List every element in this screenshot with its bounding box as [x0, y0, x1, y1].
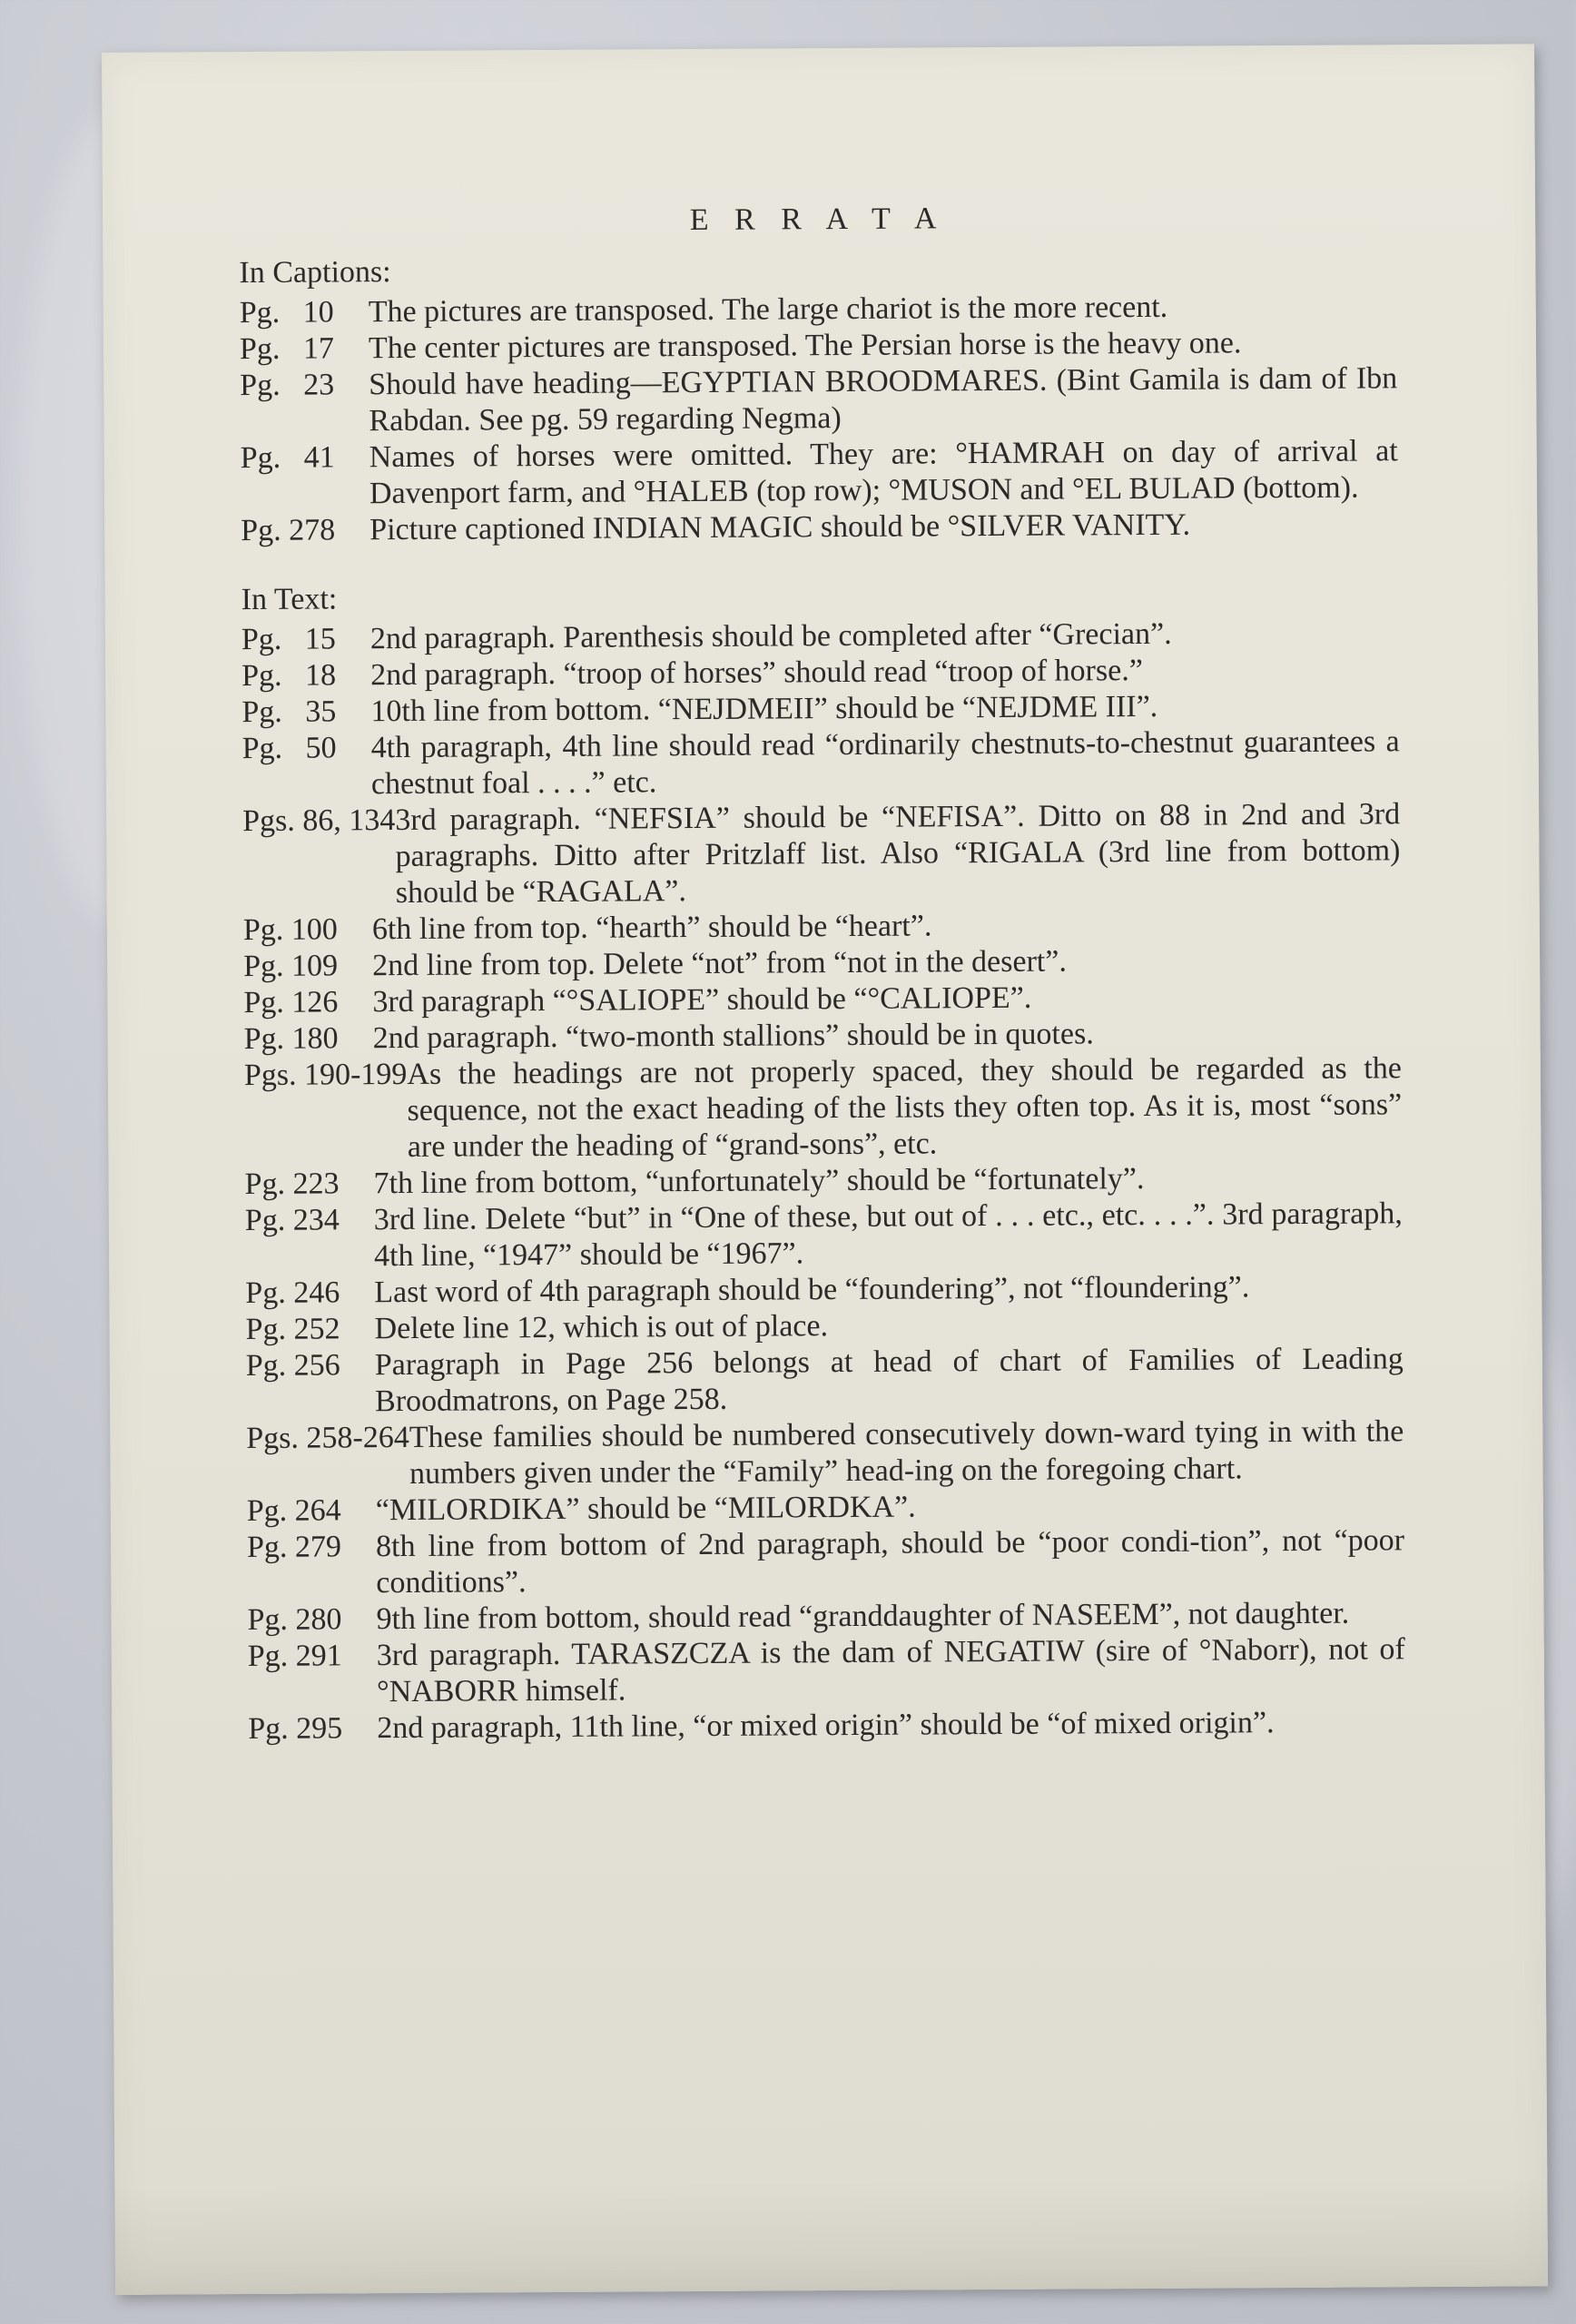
- entry-page: Pg. 41: [240, 440, 335, 476]
- entry-text: Last word of 4th paragraph should be “foundering”, not “floundering”.: [374, 1270, 1250, 1310]
- entry-page: Pg. 126: [243, 985, 339, 1020]
- entry-page: Pg. 280: [247, 1602, 342, 1638]
- entry-text: 10th line from bottom. “NEJDMEII” should be “NEJDME III”.: [370, 689, 1158, 729]
- errata-entry: [248, 1631, 1405, 1711]
- errata-entry: [246, 1341, 1404, 1421]
- entry-page: Pgs. 258-264: [246, 1420, 409, 1456]
- entry-page: Pg. 50: [241, 731, 337, 766]
- errata-entry: [245, 1196, 1403, 1275]
- entry-text: 3rd paragraph “°SALIOPE” should be “°CALIOPE”.: [372, 980, 1032, 1019]
- errata-content: [239, 199, 1405, 1748]
- entry-text: As the headings are not properly spaced, they should be regarded as the sequence, not the exact heading of the lists they often top. As it is, most “sons” are under the heading of “grand-sons”, etc.: [407, 1051, 1403, 1164]
- entry-page: Pg. 17: [239, 331, 335, 367]
- entry-text: “MILORDIKA” should be “MILORDKA”.: [375, 1490, 916, 1528]
- entry-text: 2nd line from top. Delete “not” from “not in the desert”.: [372, 944, 1068, 983]
- entry-text: 8th line from bottom of 2nd paragraph, should be “poor condi-tion”, not “poor conditions”.: [375, 1523, 1405, 1600]
- errata-entry: [242, 796, 1401, 912]
- entry-text: Picture captioned INDIAN MAGIC should be °SILVER VANITY.: [369, 507, 1191, 547]
- errata-entry: [247, 1522, 1404, 1602]
- entry-page: Pgs. 86, 134: [242, 803, 396, 839]
- entry-text: 7th line from bottom, “unfortunately” should be “fortunately”.: [373, 1162, 1145, 1201]
- entry-page: Pg. 100: [242, 912, 338, 948]
- entry-page: Pg. 295: [248, 1711, 343, 1747]
- entry-text: Should have heading—EGYPTIAN BROODMARES. (Bint Gamila is dam of Ibn Rabdan. See pg. 59 regarding Negma): [369, 361, 1398, 438]
- entry-text: 9th line from bottom, should read “granddaughter of NASEEM”, not daughter.: [376, 1596, 1350, 1637]
- entry-page: Pg. 15: [241, 622, 336, 657]
- entry-text: Delete line 12, which is out of place.: [374, 1309, 829, 1346]
- entry-text: 2nd paragraph. “two-month stallions” should be in quotes.: [372, 1017, 1094, 1056]
- entry-page: Pg. 109: [243, 949, 339, 984]
- errata-title: E R R A T A: [689, 202, 946, 238]
- errata-entry: [240, 360, 1397, 440]
- entry-page: Pg. 252: [245, 1312, 340, 1347]
- section-in-captions: [239, 248, 1398, 549]
- entry-page: Pg. 35: [241, 694, 337, 730]
- errata-entry: [241, 506, 1398, 549]
- entry-text: 4th paragraph, 4th line should read “ordinarily chestnuts-to-chestnut guarantees a chestnut foal . . . .” etc.: [370, 724, 1400, 802]
- entry-page: Pg. 234: [244, 1203, 340, 1238]
- section-in-text: [241, 575, 1406, 1748]
- sheet-bottom-curl: [114, 2177, 1548, 2295]
- errata-entry: [246, 1413, 1404, 1493]
- errata-entry: [242, 724, 1400, 803]
- errata-entry: [241, 433, 1398, 513]
- entry-page: Pg. 10: [239, 295, 334, 330]
- entry-page: Pg. 279: [246, 1530, 342, 1565]
- entry-text: These families should be numbered consecutively down-ward tying in with the numbers given under the “Family” head-ing on the foregoing chart.: [409, 1414, 1404, 1491]
- entry-page: Pg. 256: [245, 1348, 340, 1384]
- entry-page: Pg. 278: [241, 513, 336, 548]
- entry-text: Paragraph in Page 256 belongs at head of chart of Families of Leading Broodmatrons, on Page 258.: [374, 1342, 1404, 1419]
- entry-page: Pg. 246: [245, 1275, 340, 1311]
- errata-entry: [244, 1050, 1403, 1167]
- entry-page: Pgs. 190-199: [243, 1057, 408, 1093]
- entry-page: Pg. 291: [247, 1639, 342, 1674]
- section-heading: In Text:: [241, 582, 338, 617]
- entry-text: 2nd paragraph, 11th line, “or mixed origin” should be “of mixed origin”.: [377, 1706, 1275, 1746]
- entry-text: 3rd paragraph. TARASZCZA is the dam of NEGATIW (sire of °Naborr), not of °NABORR himself.: [376, 1632, 1405, 1709]
- entry-text: 6th line from top. “hearth” should be “heart”.: [371, 909, 932, 947]
- entry-text: 2nd paragraph. Parenthesis should be completed after “Grecian”.: [369, 616, 1172, 656]
- entry-page: Pg. 18: [241, 658, 337, 694]
- entry-text: 3rd line. Delete “but” in “One of these, but out of . . . etc., etc. . . .”. 3rd paragraph, 4th line, “1947” should be “1967”.: [373, 1196, 1403, 1274]
- entry-page: Pg. 180: [243, 1021, 339, 1057]
- section-heading: In Captions:: [239, 255, 391, 290]
- entry-page: Pg. 223: [244, 1167, 340, 1202]
- entry-text: 2nd paragraph. “troop of horses” should read “troop of horse.”: [370, 654, 1143, 693]
- entry-text: The pictures are transposed. The large chariot is the more recent.: [368, 290, 1168, 330]
- entry-page: Pg. 23: [240, 368, 335, 403]
- entry-page: Pg. 264: [246, 1493, 341, 1529]
- errata-entry: [248, 1704, 1405, 1748]
- entry-text: 3rd paragraph. “NEFSIA” should be “NEFISA”. Ditto on 88 in 2nd and 3rd paragraphs. Ditto after Pritzlaff list. Also “RIGALA (3rd line from bottom) should be “RAGALA”.: [395, 797, 1401, 911]
- entry-text: The center pictures are transposed. The Persian horse is the heavy one.: [368, 326, 1242, 366]
- entry-text: Names of horses were omitted. They are: °HAMRAH on day of arrival at Davenport farm, and °HALEB (top row); °MUSON and °EL BULAD (bottom).: [369, 434, 1398, 511]
- errata-sheet: [102, 44, 1548, 2295]
